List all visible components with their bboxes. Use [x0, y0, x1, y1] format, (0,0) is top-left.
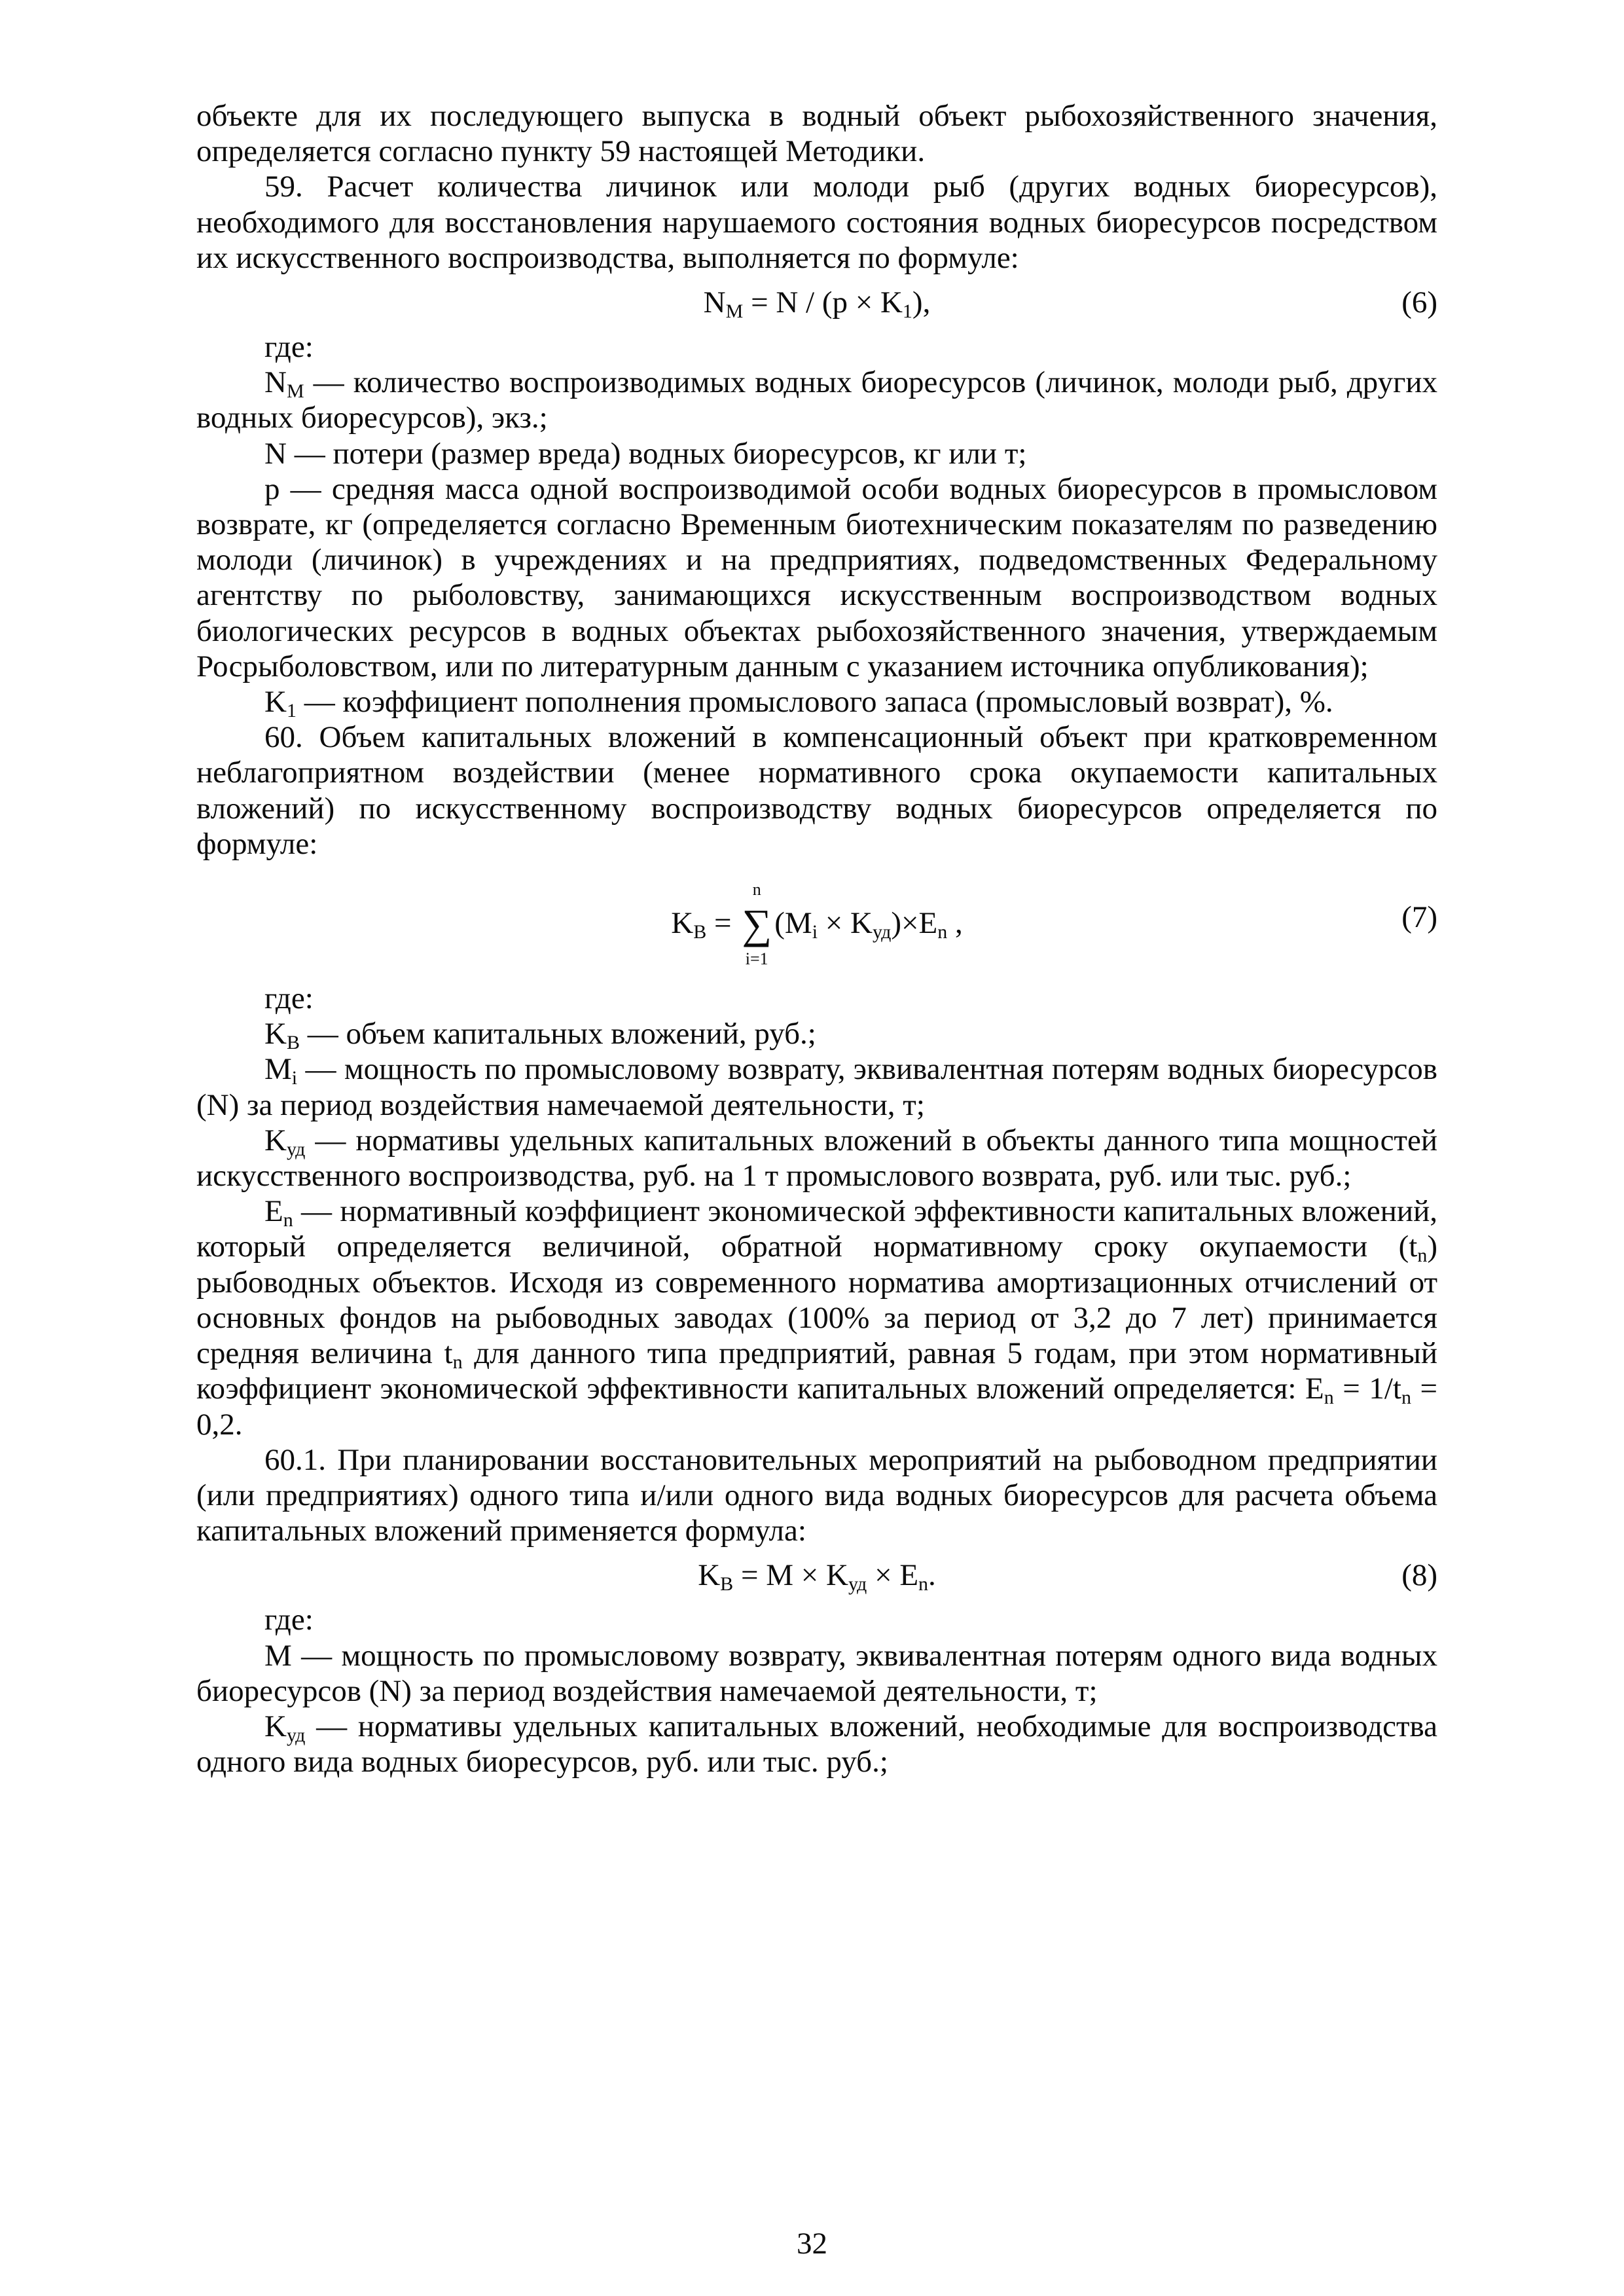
formula-8: [196, 1554, 1437, 1602]
where-label: где:: [264, 1603, 314, 1637]
formula-7-number: (7): [1401, 900, 1437, 935]
paragraph-60-1: 60.1. При планировании восстановительных мероприятий на рыбоводном предприятии (или предприятиях) одного типа и/или одного вида водных биоресурсов для расчета объема капитальных вложений применяется формула:: [196, 1442, 1437, 1548]
definition-n: N — потери (размер вреда) водных биоресурсов, кг или т;: [264, 436, 1027, 471]
formula-8-expression: $K_B = M \times K_{уд} \times E_n$.: [698, 1558, 936, 1595]
where-label: где:: [264, 330, 314, 365]
definition-kb: $K_B$ — объем капитальных вложений, руб.;: [264, 1017, 816, 1054]
definition-m: M — мощность по промысловому возврату, эквивалентная потерям одного вида водных биоресурсов (N) за период воздействия намечаемой деятельности, т;: [196, 1638, 1437, 1708]
definition-kud: $K_{уд}$ — нормативы удельных капитальных вложений в объекты данного типа мощностей искусственного воспроизводства, руб. на 1 т промыслового возврата, руб. или тыс. руб.;: [196, 1123, 1437, 1194]
definition-p: p — средняя масса одной воспроизводимой особи водных биоресурсов в промысловом возврате, кг (определяется согласно Временным биотехническим показателям по разведению молоди (личинок) в учреждениях и на предприятиях, подведомственных Федеральному агентству по рыболовству, занимающихся искусственным воспроизводством водных биологических ресурсов в водных объектах рыбохозяйственного значения, утверждаемым Росрыболовством, или по литературным данным с указанием источника опубликования);: [196, 471, 1437, 683]
definition-nm: $N_М$ — количество воспроизводимых водных биоресурсов (личинок, молоди рыб, других водных биоресурсов), экз.;: [196, 365, 1437, 435]
definition-kud-8: $K_{уд}$ — нормативы удельных капитальных вложений, необходимые для воспроизводства одного вида водных биоресурсов, руб. или тыс. руб.;: [196, 1709, 1437, 1779]
document-page: [196, 98, 1437, 1779]
formula-7: [196, 869, 1437, 978]
page-number: 32: [797, 2227, 827, 2261]
definition-mi: $M_i$ — мощность по промысловому возврату, эквивалентная потерям водных биоресурсов (N) за период воздействия намечаемой деятельности, т;: [196, 1052, 1437, 1122]
paragraph-59: 59. Расчет количества личинок или молоди рыб (других водных биоресурсов), необходимого для восстановления нарушаемого состояния водных биоресурсов посредством их искусственного воспроизводства, выполняется по формуле:: [196, 170, 1437, 275]
paragraph-60: 60. Объем капитальных вложений в компенсационный объект при кратковременном неблагоприятном воздействии (менее нормативного срока окупаемости капитальных вложений) по искусственному воспроизводству водных биоресурсов определяется по формуле:: [196, 720, 1437, 861]
formula-8-number: (8): [1401, 1558, 1437, 1593]
formula-6-number: (6): [1401, 285, 1437, 320]
sum-symbol: n ∑ i=1: [742, 880, 772, 969]
formula-6: [196, 281, 1437, 329]
definition-k1: $K_1$ — коэффициент пополнения промыслового запаса (промысловый возврат), %.: [264, 685, 1333, 722]
formula-7-expression: $K_B$ = n ∑ i=1 $(M_i \times K_{уд})\times E_n$ ,: [671, 880, 963, 969]
paragraph-continuation: объекте для их последующего выпуска в водный объект рыбохозяйственного значения, определяется согласно пункту 59 настоящей Методики.: [196, 99, 1437, 169]
formula-6-expression: $N_М = N / (p \times K_1)$,: [703, 285, 931, 323]
definition-en: $E_n$ — нормативный коэффициент экономической эффективности капитальных вложений, который определяется величиной, обратной нормативному сроку окупаемости $(t_n)$ рыбоводных объектов. Исходя из современного норматива амортизационных отчислений от основных фондов на рыбоводных заводах (100% за период от 3,2 до 7 лет) принимается средняя величина $t_n$ для данного типа предприятий, равная 5 годам, при этом нормативный коэффициент экономической эффективности капитальных вложений определяется: $E_n = 1/t_n = 0,2$.: [196, 1194, 1438, 1442]
where-label: где:: [264, 981, 314, 1016]
